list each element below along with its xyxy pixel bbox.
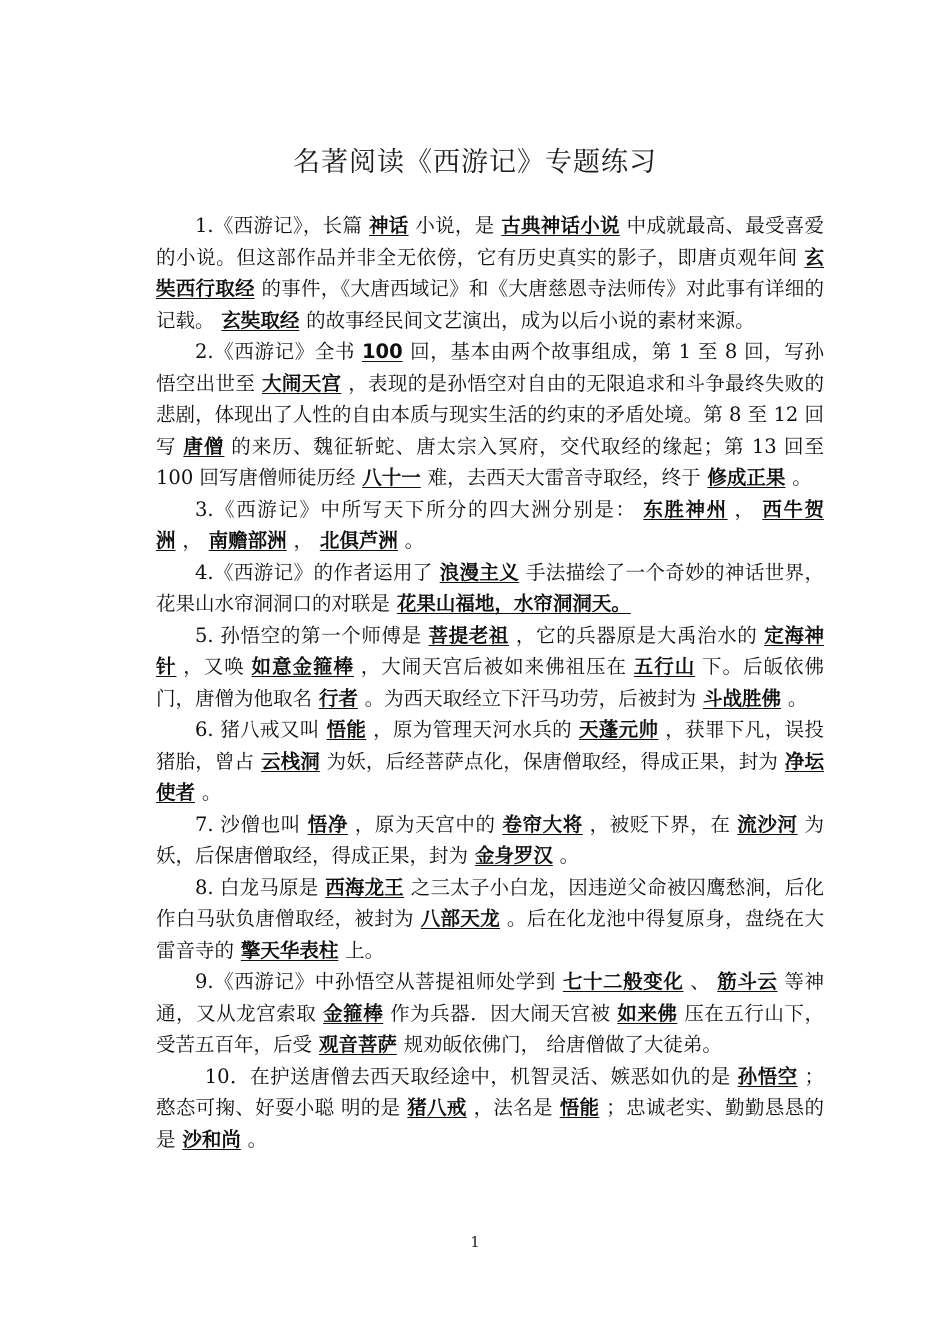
question-text: 为妖，后经菩萨点化，保唐僧取经，得成正果，封为 — [326, 749, 779, 773]
question-paragraph — [156, 872, 824, 967]
question-text: 上。 — [345, 938, 385, 962]
question-text: ，大闹天宫后被如来佛祖压在 — [360, 655, 627, 678]
answer-blank: 云栈洞 — [260, 749, 320, 773]
question-text: 。为西天取经立下汗马功劳，后被封为 — [364, 686, 697, 710]
answer-blank: 北俱芦洲 — [319, 529, 398, 552]
page-number: 1 — [470, 1233, 480, 1251]
question-text: 手法描绘了一个奇妙的神话世界，花果山水帘洞洞口的对联是 — [156, 560, 824, 615]
question-text: 为妖，后保唐僧取经，得成正果，封为 — [156, 812, 824, 867]
answer-blank: 南赡部洲 — [208, 529, 287, 552]
question-text: 6. 猪八戒又叫 — [195, 718, 320, 741]
answer-blank: 浪漫主义 — [439, 560, 520, 584]
question-paragraph — [156, 1061, 824, 1156]
answer-blank: 金身罗汉 — [474, 844, 553, 867]
answer-blank: 西海龙王 — [325, 875, 404, 899]
question-text: ，原为天宫中的 — [354, 812, 496, 836]
question-text: 等神通，又从龙宫索取 — [156, 970, 824, 1025]
question-text: 作为兵器．因大闹天宫被 — [390, 1001, 611, 1025]
question-text: 7. 沙僧也叫 — [195, 812, 301, 836]
answer-blank: 五行山 — [633, 655, 696, 678]
exercise-body — [156, 210, 824, 1155]
answer-blank: 沙和尚 — [182, 1127, 241, 1151]
answer-blank: 唐僧 — [183, 434, 225, 458]
question-text: 9.《西游记》中孙悟空从菩提祖师处学到 — [195, 970, 557, 993]
question-text: 1.《西游记》，长篇 — [195, 214, 363, 237]
question-text: 3.《西游记》中所写天下所分的四大洲分别是： — [195, 497, 637, 521]
answer-blank: 定海神针 — [156, 623, 824, 678]
answer-blank: 天蓬元帅 — [578, 718, 659, 741]
question-text: ；忠诚老实、勤勤恳恳的是 — [156, 1096, 824, 1151]
answer-blank: 孙悟空 — [737, 1064, 798, 1088]
question-text: 5. 孙悟空的第一个师傅是 — [195, 623, 422, 647]
answer-blank: 行者 — [318, 686, 358, 710]
question-text: 的来历、魏征斩蛇、唐太宗入冥府，交代取经的缘起；第 13 回至 100 回写唐僧师徒历经 — [156, 434, 824, 489]
answer-blank: 东胜神州 — [643, 497, 728, 521]
question-text: ，法名是 — [473, 1096, 553, 1119]
answer-blank: 悟净 — [307, 812, 348, 836]
question-paragraph — [156, 809, 824, 872]
question-text: 。后在化龙池中得复原身，盘绕在大雷音寺的 — [156, 907, 824, 962]
answer-blank: 玄奘西行取经 — [156, 245, 824, 300]
question-text: ， — [293, 529, 313, 552]
question-text: 。 — [559, 844, 580, 867]
answer-blank: 100 — [361, 340, 403, 363]
question-text: 4.《西游记》的作者运用了 — [195, 560, 433, 584]
answer-blank: 花果山福地，水帘洞洞天。 — [396, 592, 631, 615]
answer-blank: 神话 — [369, 214, 409, 237]
answer-blank: 观音菩萨 — [318, 1033, 397, 1056]
answer-blank: 金箍棒 — [323, 1001, 384, 1025]
question-text: 。 — [247, 1127, 268, 1151]
question-text: ，原为管理天河水兵的 — [373, 718, 573, 741]
question-text: 下。后皈依佛门，唐僧为他取名 — [156, 655, 824, 710]
question-text: 之三太子小白龙，因违逆父命被囚鹰愁涧，后化作白马驮负唐僧取经，被封为 — [156, 875, 824, 930]
question-text: ；憨态可掬、好耍小聪 明的是 — [156, 1064, 824, 1119]
question-paragraph — [156, 336, 824, 494]
answer-blank: 七十二般变化 — [562, 970, 684, 993]
answer-blank: 西牛贺洲 — [156, 497, 824, 552]
question-paragraph — [156, 557, 824, 620]
question-text: ， — [734, 497, 756, 521]
answer-blank: 玄奘取经 — [221, 308, 300, 332]
answer-blank: 八部天龙 — [420, 907, 501, 930]
answer-blank: 悟能 — [559, 1096, 600, 1119]
question-text: 中成就最高、最受喜爱的小说。但这部作品并非全无依傍，它有历史真实的影子，即唐贞观年间 — [156, 214, 824, 269]
question-text: ，表现的是孙悟空对自由的无限追求和斗争最终失败的悲剧，体现出了人性的自由本质与现实生活的约束的矛盾处境。第 8 至 12 回写 — [156, 371, 824, 458]
question-text: ，又唤 — [183, 655, 245, 678]
question-text: 。 — [792, 466, 812, 489]
question-paragraph — [156, 494, 824, 557]
question-text: ， — [182, 529, 202, 552]
answer-blank: 修成正果 — [707, 466, 786, 489]
question-text: 2.《西游记》全书 — [195, 340, 356, 363]
question-text: 小说，是 — [415, 214, 495, 237]
question-text: 的事件，《大唐西域记》和《大唐慈恩寺法师传》对此事有详细的记载。 — [156, 277, 824, 332]
question-text: 回，基本由两个故事组成，第 1 至 8 回，写孙悟空出世至 — [156, 340, 824, 395]
answer-blank: 斗战胜佛 — [702, 686, 781, 710]
question-paragraph — [156, 210, 824, 336]
answer-blank: 流沙河 — [737, 812, 798, 836]
question-text: 8. 白龙马原是 — [195, 875, 319, 899]
question-text: 。 — [404, 529, 425, 552]
question-text: ，它的兵器原是大禹治水的 — [515, 623, 758, 647]
question-text: 压在五行山下，受苦五百年，后受 — [156, 1001, 824, 1056]
answer-blank: 如意金箍棒 — [251, 655, 354, 678]
answer-blank: 大闹天宫 — [262, 371, 342, 395]
question-text: 规劝皈依佛门， 给唐僧做了大徒弟。 — [403, 1033, 722, 1056]
question-paragraph — [156, 966, 824, 1061]
answer-blank: 卷帘大将 — [502, 812, 583, 836]
question-text: 难，去西天大雷音寺取经，终于 — [427, 466, 701, 489]
question-text: 10．在护送唐僧去西天取经途中，机智灵活、嫉恶如仇的是 — [204, 1064, 731, 1088]
question-paragraph — [156, 620, 824, 715]
answer-blank: 筋斗云 — [717, 970, 778, 993]
question-text: 。 — [201, 781, 222, 804]
question-text: ，被贬下界，在 — [589, 812, 731, 836]
answer-blank: 净坛使者 — [156, 749, 824, 804]
question-text: 、 — [690, 970, 711, 993]
answer-blank: 八十一 — [362, 466, 421, 489]
question-text: 。 — [787, 686, 808, 710]
answer-blank: 猪八戒 — [407, 1096, 467, 1119]
question-text: 的故事经民间文艺演出，成为以后小说的素材来源。 — [306, 308, 755, 332]
question-paragraph — [156, 714, 824, 809]
page-title: 名著阅读《西游记》专题练习 — [293, 147, 657, 178]
question-text: ，获罪下凡，误投猪胎，曾占 — [156, 718, 824, 773]
answer-blank: 菩提老祖 — [428, 623, 510, 647]
answer-blank: 如来佛 — [617, 1001, 678, 1025]
answer-blank: 古典神话小说 — [501, 214, 620, 237]
answer-blank: 擎天华表柱 — [240, 938, 339, 962]
answer-blank: 悟能 — [326, 718, 367, 741]
